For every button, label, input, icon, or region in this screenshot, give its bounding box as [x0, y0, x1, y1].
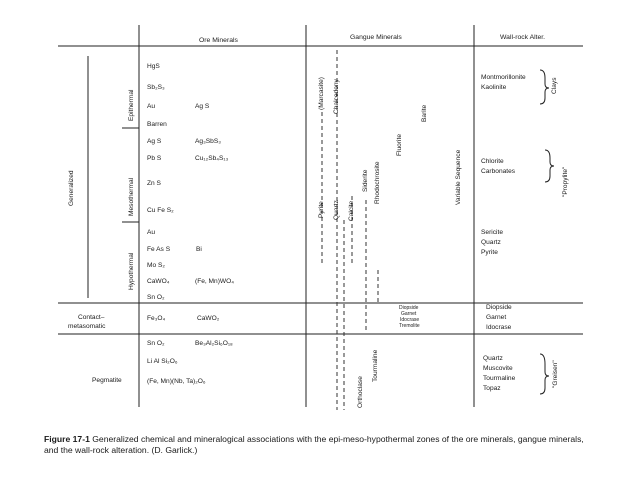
ore2-cu12sb4s13: Cu₁₂Sb₄S₁₃ — [195, 155, 229, 162]
ore-zns: Zn S — [147, 180, 161, 187]
figure-caption-text: Generalized chemical and mineralogical associations with the epi-meso-hypothermal zones of the ore minerals, gangue minerals, and the wall-rock alteration. (D. Garlick.) — [44, 434, 584, 455]
label-generalized: Generalized — [68, 170, 75, 206]
ore-au-hypo: Au — [147, 229, 156, 236]
wall-kaolinite: Kaolinite — [481, 84, 507, 91]
ore-mos2: Mo S₂ — [147, 262, 165, 269]
ore-femn-nbta: (Fe, Mn)(Nb, Ta)₂O₆ — [147, 378, 206, 385]
ore-cawo4: CaWO₄ — [147, 278, 170, 285]
wall-montmorillonite: Montmorillonite — [481, 74, 526, 81]
ore2-femn-wo4: (Fe, Mn)WO₄ — [195, 278, 234, 285]
gangue-rhodochrosite: Rhodochrosite — [374, 161, 381, 204]
label-epithermal: Epithermal — [128, 89, 135, 121]
label-contact-line2: metasomatic — [68, 323, 106, 330]
label-hypothermal: Hypothermal — [128, 252, 135, 290]
ore-fe3o4: Fe₃O₄ — [147, 315, 166, 322]
gangue-marcasite: (Marcasite) — [318, 77, 325, 110]
figure-caption-lead: Figure 17-1 — [44, 434, 90, 444]
wall-topaz: Topaz — [483, 385, 501, 392]
gangue-contact-garnet: Garnet — [401, 311, 417, 317]
wall-muscovite: Muscovite — [483, 365, 513, 372]
gangue-orthoclase: Orthoclase — [357, 376, 364, 408]
header-wallrock-alter: Wall-rock Alter. — [500, 34, 546, 41]
gangue-calcite: Calcite — [348, 200, 355, 221]
propylite-brace — [545, 150, 554, 182]
gangue-tourmaline: Tourmaline — [372, 349, 379, 382]
wall-quartz-hypo: Quartz — [481, 239, 501, 246]
ore-ags: Ag S — [147, 138, 162, 145]
ore-sno2-hypo: Sn O₂ — [147, 294, 165, 301]
header-ore-minerals: Ore Minerals — [199, 37, 238, 44]
gangue-fluorite: Fluorite — [396, 134, 403, 156]
gangue-contact-idocrase: Idocrase — [400, 317, 420, 323]
ore2-ags: Ag S — [195, 103, 210, 110]
label-mesothermal: Mesothermal — [128, 177, 135, 216]
wall-quartz-peg: Quartz — [483, 355, 503, 362]
ore2-bi: Bi — [196, 246, 202, 253]
ore-feass: Fe As S — [147, 246, 171, 253]
wall-greisen-label: "Greisen" — [552, 360, 559, 388]
wall-clays-label: Clays — [551, 77, 558, 94]
ore-barren: Barren — [147, 121, 167, 128]
ore-pbs: Pb S — [147, 155, 162, 162]
gangue-contact-tremolite: Tremolite — [399, 323, 420, 329]
gangue-pyrite: Pyrite — [318, 201, 325, 218]
label-pegmatite: Pegmatite — [92, 377, 122, 384]
wall-chlorite: Chlorite — [481, 158, 504, 165]
wall-sericite: Sericite — [481, 229, 503, 236]
wall-pyrite-hypo: Pyrite — [481, 249, 498, 256]
clays-brace — [540, 70, 549, 104]
ore-sno2-peg: Sn O₂ — [147, 340, 165, 347]
gangue-contact-diopside: Diopside — [399, 305, 419, 311]
gangue-quartz: Quartz — [333, 200, 340, 220]
gangue-siderite: Siderite — [362, 169, 369, 192]
wall-diopside: Diopside — [486, 304, 512, 311]
label-contact-line1: Contact– — [78, 314, 105, 321]
gangue-barite: Barite — [421, 104, 428, 122]
ore-au-epi: Au — [147, 103, 156, 110]
wall-carbonates: Carbonates — [481, 168, 516, 175]
header-gangue-minerals: Gangue Minerals — [350, 34, 402, 41]
ore2-be3al2si6o18: Be₃Al₂Si₆O₁₈ — [195, 340, 233, 347]
wall-idocrase: Idocrase — [486, 324, 512, 331]
greisen-brace — [540, 354, 549, 394]
ore-sb2s3: Sb₂S₃ — [147, 84, 165, 91]
ore2-cawo2: CaWO₂ — [197, 315, 220, 322]
gangue-variable-sequence: Variable Sequence — [455, 149, 462, 205]
wall-tourmaline: Tourmaline — [483, 375, 516, 382]
gangue-chalcedony: Chalcedony — [333, 79, 340, 114]
ore-hgs: HgS — [147, 63, 160, 70]
wall-propylite-label: "Propylite" — [562, 166, 569, 197]
figure-caption — [44, 434, 584, 456]
wall-garnet: Garnet — [486, 314, 507, 321]
ore-cufes2: Cu Fe S₂ — [147, 207, 174, 214]
ore-lialsi2o6: Li Al Si₂O₆ — [147, 358, 178, 365]
ore2-ag3sbs3: Ag₃SbS₃ — [195, 138, 221, 145]
